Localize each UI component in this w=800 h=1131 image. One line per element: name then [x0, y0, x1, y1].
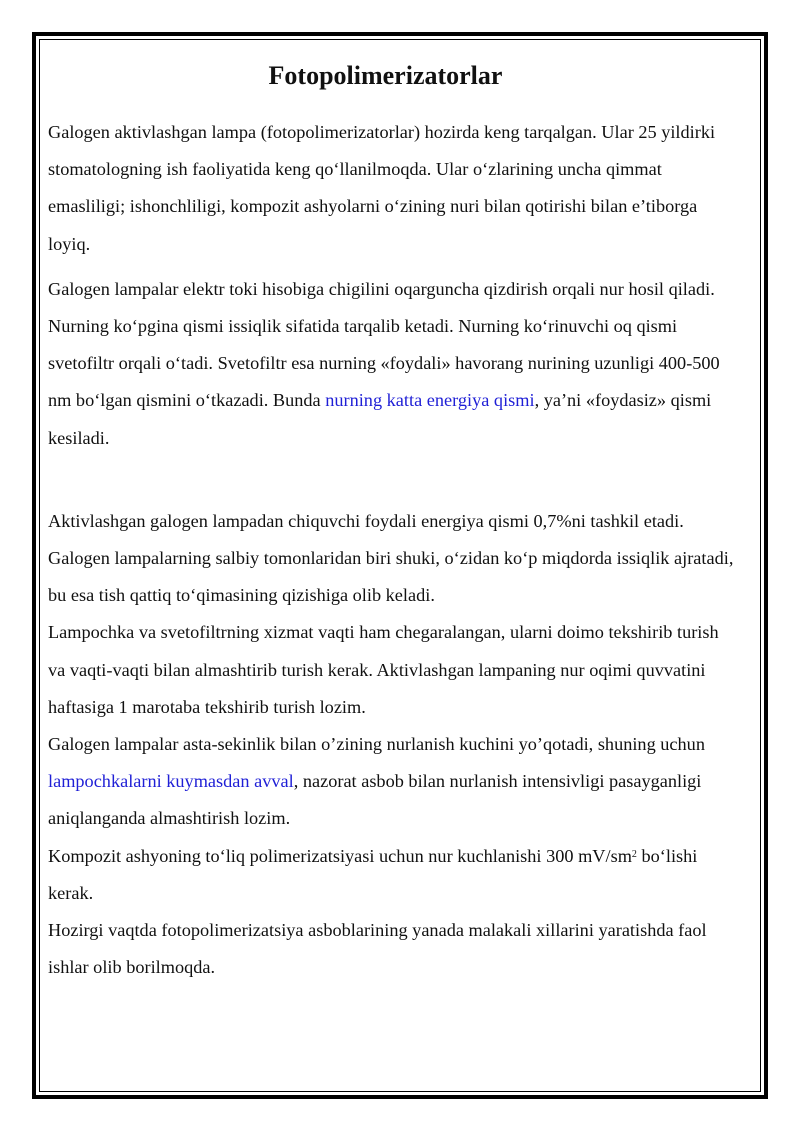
- superscript: 2: [631, 848, 637, 860]
- paragraph-1: Galogen aktivlashgan lampa (fotopolimerizatorlar) hozirda keng tarqalgan. Ular 25 yildirki stomatologning ish faoliyatida keng qo‘llanilmoqda. Ular o‘zlarining uncha qimmat emasliligi; ishonchliligi, kompozit ashyolarni o‘zining nuri bilan qotirishi bilan e’tiborga loyiq.: [48, 122, 716, 254]
- paragraph-4: Lampochka va svetofiltrning xizmat vaqti ham chegaralangan, ularni doimo tekshirib turish va vaqti-vaqti bilan almashtirib turish kerak. Aktivlashgan lampaning nur oqimi quvvatini haftasiga 1 marotaba tekshirib turish lozim.: [48, 622, 719, 717]
- paragraph-2-text-end: , ya’ni «foydasiz» qismi kesiladi.: [48, 390, 712, 448]
- document-title: Fotopolimerizatorlar: [268, 61, 503, 90]
- paragraph-6-text-end: bo‘lishi kerak.: [48, 845, 698, 903]
- paragraph-7: Hozirgi vaqtda fotopolimerizatsiya asboblarining yanada malakali xillarini yaratishda faol ishlar olib borilmoqda.: [48, 920, 707, 978]
- paragraph-3: Aktivlashgan galogen lampadan chiquvchi foydali energiya qismi 0,7%ni tashkil etadi. Galogen lampalarning salbiy tomonlaridan biri shuki, o‘zidan ko‘p miqdorda issiqlik ajratadi, bu esa tish qattiq to‘qimasining qizishiga olib keladi.: [48, 510, 734, 606]
- spacer: [48, 263, 738, 271]
- spacer: [48, 457, 738, 503]
- document-body: [48, 56, 738, 986]
- highlight-link-lamps[interactable]: lampochkalarni kuymasdan avval: [48, 771, 294, 792]
- paragraph-2: [48, 271, 738, 457]
- highlight-link-energy[interactable]: nurning katta energiya qismi: [325, 390, 535, 411]
- paragraph-6: [48, 838, 738, 912]
- paragraph-2-text-start: Galogen lampalar elektr toki hisobiga chigilini oqarguncha qizdirish orqali nur hosil qiladi. Nurning ko‘pgina qismi issiqlik sifatida tarqalib ketadi. Nurning ko‘rinuvchi oq qismi svetofiltr orqali o‘tadi. Svetofiltr esa nurning «foydali» havorang nurining uzunligi 400-500 nm bo‘lgan qismini o‘tkazadi. Bunda: [48, 278, 720, 411]
- paragraph-5-text-end: , nazorat asbob bilan nurlanish intensivligi pasayganligi aniqlanganda almashtirish lozim.: [48, 771, 702, 829]
- paragraph-5: [48, 726, 738, 838]
- paragraph-6-text-start: Kompozit ashyoning to‘liq polimerizatsiyasi uchun nur kuchlanishi 300 mV/sm: [48, 845, 632, 866]
- paragraph-5-text-start: Galogen lampalar asta-sekinlik bilan o’zining nurlanish kuchini yo’qotadi, shuning uchun: [48, 734, 705, 755]
